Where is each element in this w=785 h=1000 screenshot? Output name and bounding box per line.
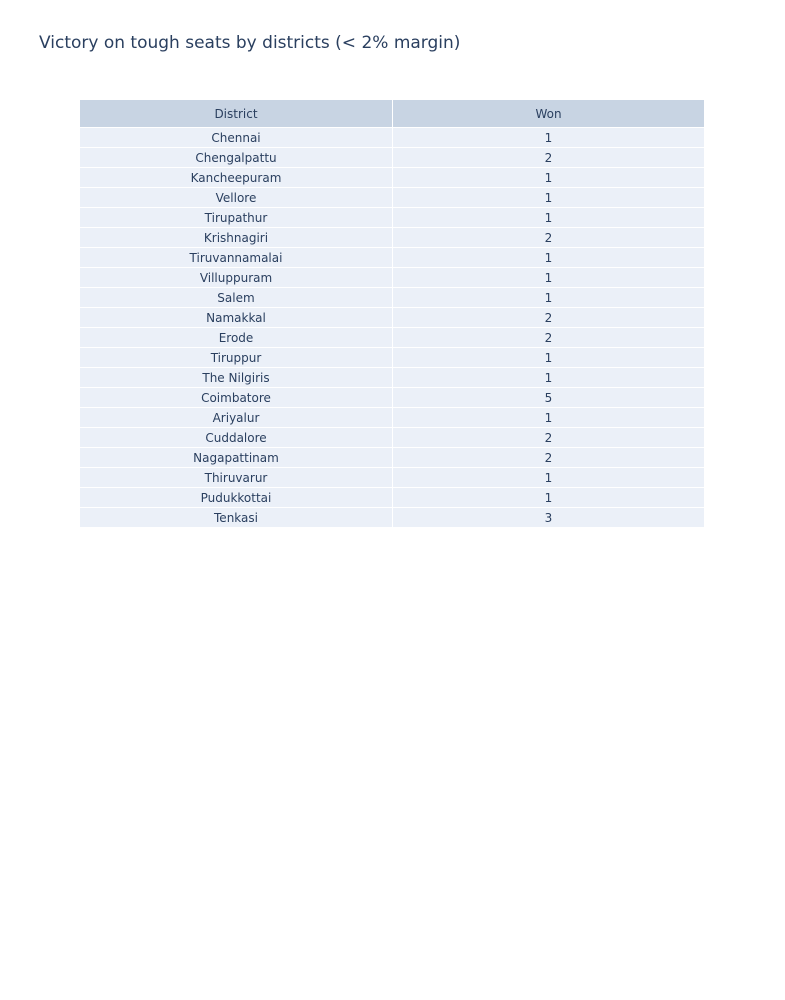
- chart-title: Victory on tough seats by districts (< 2% margin): [39, 33, 461, 53]
- cell-won: 1: [392, 368, 704, 387]
- table-row: [80, 368, 704, 388]
- cell-won: 2: [392, 148, 704, 167]
- cell-won: 1: [392, 168, 704, 187]
- cell-district: Tenkasi: [214, 510, 258, 525]
- cell-district: Salem: [217, 290, 255, 305]
- table-row: [80, 468, 704, 488]
- cell-won: 5: [392, 388, 704, 407]
- cell-district: Namakkal: [206, 310, 266, 325]
- table-row: [80, 268, 704, 288]
- cell-district: Ariyalur: [212, 410, 260, 425]
- cell-district: Vellore: [215, 190, 257, 205]
- cell-district: Tiruppur: [210, 350, 262, 365]
- table-row: [80, 408, 704, 428]
- table-row: [80, 328, 704, 348]
- cell-district: Chennai: [211, 130, 261, 145]
- cell-won: 1: [392, 468, 704, 487]
- table-body: [80, 128, 704, 528]
- table-row: [80, 188, 704, 208]
- cell-district: Tiruvannamalai: [189, 250, 283, 265]
- cell-district: Kancheepuram: [190, 170, 282, 185]
- table-row: [80, 308, 704, 328]
- table-row: [80, 488, 704, 508]
- cell-won: 1: [392, 408, 704, 427]
- cell-won: 1: [392, 348, 704, 367]
- cell-won: 2: [392, 228, 704, 247]
- cell-district: Chengalpattu: [195, 150, 277, 165]
- cell-district: Nagapattinam: [193, 450, 279, 465]
- column-header-district: District: [214, 106, 258, 121]
- table-row: [80, 448, 704, 468]
- cell-district: Pudukkottai: [200, 490, 272, 505]
- table-row: [80, 508, 704, 528]
- cell-district: Cuddalore: [205, 430, 267, 445]
- cell-won: 1: [392, 488, 704, 507]
- cell-district: The Nilgiris: [202, 370, 270, 385]
- cell-won: 1: [392, 208, 704, 227]
- cell-won: 1: [392, 128, 704, 147]
- cell-district: Erode: [218, 330, 254, 345]
- table-row: [80, 288, 704, 308]
- cell-won: 1: [392, 188, 704, 207]
- cell-district: Tirupathur: [204, 210, 268, 225]
- table-row: [80, 228, 704, 248]
- data-table: [80, 100, 704, 528]
- cell-district: Thiruvarur: [204, 470, 268, 485]
- table-row: [80, 148, 704, 168]
- cell-district: Villuppuram: [199, 270, 273, 285]
- cell-won: 3: [392, 508, 704, 527]
- cell-won: 1: [392, 288, 704, 307]
- table-row: [80, 128, 704, 148]
- cell-won: 1: [392, 248, 704, 267]
- cell-district: Krishnagiri: [203, 230, 269, 245]
- table-header-row: [80, 100, 704, 128]
- table-row: [80, 248, 704, 268]
- cell-won: 2: [392, 448, 704, 467]
- cell-won: 2: [392, 428, 704, 447]
- column-header-won: Won: [392, 100, 704, 127]
- cell-won: 2: [392, 328, 704, 347]
- table-row: [80, 388, 704, 408]
- table-row: [80, 208, 704, 228]
- table-row: [80, 348, 704, 368]
- table-row: [80, 428, 704, 448]
- cell-district: Coimbatore: [201, 390, 271, 405]
- table-row: [80, 168, 704, 188]
- cell-won: 2: [392, 308, 704, 327]
- cell-won: 1: [392, 268, 704, 287]
